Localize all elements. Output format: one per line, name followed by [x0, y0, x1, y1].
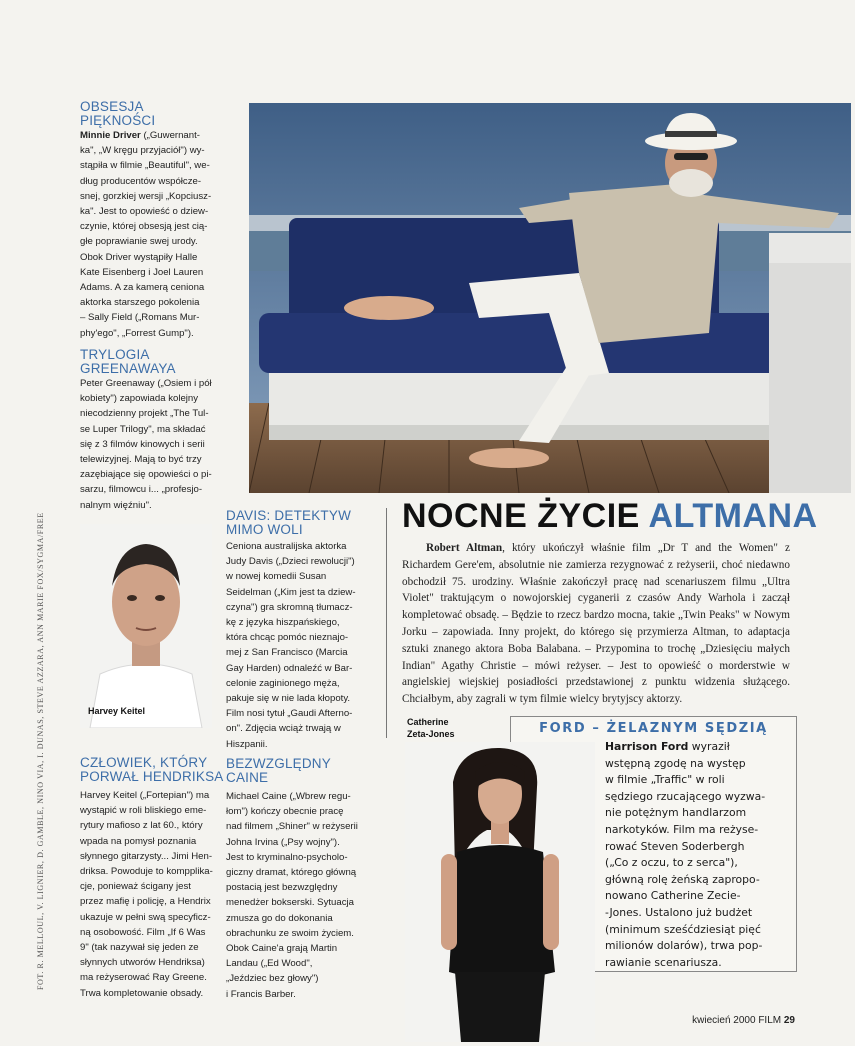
trylogia-title: [80, 348, 240, 376]
bezwzgledny-title: [226, 757, 386, 785]
harvey-keitel-illustration: [80, 524, 212, 728]
column-divider: [386, 508, 387, 738]
trylogia-body: Peter Greenaway („Osiem i pół kobiety") zapowiada kolejny niecodzienny projekt „The Tul- se Luper Trilogy", ma składać się z 3 filmów kinowych i serii telewizyjnej. Mają to być trzy zazębiające się opowieści o pi- sarzu, filmowcu i... „profesjo- nalnym więźniu".: [80, 378, 212, 511]
trylogia-title-line2: GREENAWAYA: [80, 361, 176, 376]
obsesja-body: [80, 128, 240, 341]
page-number: 29: [783, 1015, 795, 1026]
czlowiek-title-line2: PORWAŁ HENDRIKSA: [80, 769, 224, 784]
catherine-caption-line2: Zeta-Jones: [407, 729, 455, 739]
footer-magazine: FILM: [758, 1015, 782, 1026]
obsesja-title-line2: PIĘKNOŚCI: [80, 113, 156, 128]
czlowiek-body: Harvey Keitel („Fortepian") ma wystąpić w roli bliskiego eme- rytury mafioso z lat 60., który wpada na pomysł poznania słynnego gitarzysty... Jimi Hen- driksa. Powoduje to kompplika- cje, ponieważ ścigany jest przez mafię i policję, a Hendrix ukazuje w pełni swą specyficz- ną osobowość. Film „If 6 Was 9" (tak nazywał się jeden ze słynnych utworów Hendriksa) ma reżyserować Ray Greene. Trwa kompletowanie obsady.: [80, 790, 213, 999]
davis-title-line2: MIMO WOLI: [226, 522, 303, 537]
ford-body: [605, 739, 793, 971]
catherine-caption-line1: Catherine: [407, 717, 449, 727]
catherine-photo: [405, 742, 595, 1042]
article-obsesja: [80, 100, 240, 341]
altman-title: [402, 496, 818, 536]
altman-text: , który ukończył właśnie film „Dr T and the Women" z Richardem Gere'em, absolutnie nie zamierza rezygnować z reżyserii, choć niedawno obchodził 75. urodziny. Właśnie zakończył pracę nad scenariuszem filmu „Ultra Violet" traktującym o nowojorskiej cyganerii z czasów Andy Warhola i zaczął kompletować obsadę. – Będzie to rzecz bardzo mocna, takie „Twin Peaks" w Nowym Jorku – zapowiada. Inny projekt, do którego się przymierza Altman, to adaptacja sztuki znanego aktora Boba Balabana. – Przypomina to trochę „Dziesięciu małych Indian" Agathy Christie – mówi reżyser. – Jest to opowieść o morderstwie w angielskiej wiejskiej posiadłości przedstawionej z punktu widzenia służącego. Chciałbym, aby zagrali w tym filmie wielcy brytyjscy aktorzy.: [402, 542, 791, 706]
article-altman: [402, 540, 790, 708]
obsesja-title: [80, 100, 240, 128]
davis-body: Ceniona australijska aktorka Judy Davis („Dzieci rewolucji") w nowej komedii Susan Seidelman („Kim jest ta dziew- czyna") gra skromną tłumacz- kę z języka hiszpańskiego, która chcąc pomóc nieznajo- mej z San Francisco (Marcia Gay Harden) odnaleźć w Bar- celonie zaginionego męża, pakuje się w nie lada kłopoty. Film nosi tytuł „Gaudi Afterno- on". Zdjęcia wciąż trwają w Hiszpanii.: [226, 541, 356, 750]
trylogia-title-line1: TRYLOGIA: [80, 347, 150, 362]
altman-photo: [249, 103, 851, 493]
bezwzgledny-title-line2: CAINE: [226, 770, 269, 785]
page-footer: [692, 1015, 795, 1026]
catherine-caption: [407, 716, 455, 740]
altman-body: [402, 540, 790, 708]
altman-title-blue: ALTMANA: [648, 497, 818, 535]
ford-title: FORD – ŻELAZNYM SĘDZIĄ: [539, 721, 768, 736]
article-davis: [226, 509, 374, 752]
bezwzgledny-body: Michael Caine („Wbrew regu- łom") kończy obecnie pracę nad filmem „Shiner" w reżyserii Johna Irvina („Psy wojny"). Jest to kryminalno-psycholo- giczny dramat, którego główną postacią jest bezwzględny menedżer bokserski. Sytuacja zmusza go do dokonania obrachunku ze swoim życiem. Obok Caine'a grają Martin Landau („Ed Wood", „Jeździec bez głowy") i Francis Barber.: [226, 791, 358, 1000]
article-bezwzgledny: [226, 757, 386, 1002]
ford-lead: Harrison Ford: [605, 740, 689, 753]
footer-month: kwiecień 2000: [692, 1015, 756, 1026]
obsesja-lead: Minnie Driver: [80, 130, 141, 141]
davis-title: [226, 509, 374, 537]
altman-title-dark: NOCNE ŻYCIE: [402, 497, 640, 535]
obsesja-text: („Guwernant- ka", „W kręgu przyjaciół") wy- stąpiła w filmie „Beautiful", we- dług producentów współcze- snej, gorzkiej wersji „Kopciusz- ka". Jest to opowieść o dziew- czynie, której obsesją jest cią- głe poprawianie swej urody. Obok Driver wystąpiły Halle Kate Eisenberg i Joel Lauren Adams. A za kamerą ceniona aktorka starszego pokolenia – Sally Field („Romans Mur- phy'ego", „Forrest Gump").: [80, 130, 212, 339]
harvey-keitel-photo: [80, 524, 212, 728]
obsesja-title-line1: OBSESJA: [80, 99, 144, 114]
czlowiek-title-line1: CZŁOWIEK, KTÓRY: [80, 755, 208, 770]
ford-text: wyraził wstępną zgodę na występ w filmie „Traffic" w roli sędziego rzucającego wyzwa- nie potężnym handlarzom narkotyków. Film ma reżyse- rować Steven Soderbergh („Co z oczu, to z serca"), główną rolę żeńską zapropo- nowano Catherine Zecie- -Jones. Ustalono już budżet (minimum sześćdziesiąt pięć milionów dolarów), trwa pop- rawianie scenariusza.: [605, 740, 766, 969]
altman-photo-illustration: [249, 103, 851, 493]
davis-title-line1: DAVIS: DETEKTYW: [226, 508, 352, 523]
article-czlowiek: [80, 756, 232, 1001]
czlowiek-title: [80, 756, 232, 784]
article-trylogia: [80, 348, 240, 513]
catherine-illustration: [405, 742, 595, 1042]
keitel-caption: Harvey Keitel: [88, 706, 146, 716]
bezwzgledny-title-line1: BEZWZGLĘDNY: [226, 756, 331, 771]
photo-credit: FOT. R. MELLOUL, V. LIGNIER, D. GAMBLE, NINO VIA, I. DUNAS, STEVE AZZARA, ANN MARIE FOX/SYGMA/FREE: [36, 512, 45, 990]
altman-lead: Robert Altman: [426, 542, 503, 554]
